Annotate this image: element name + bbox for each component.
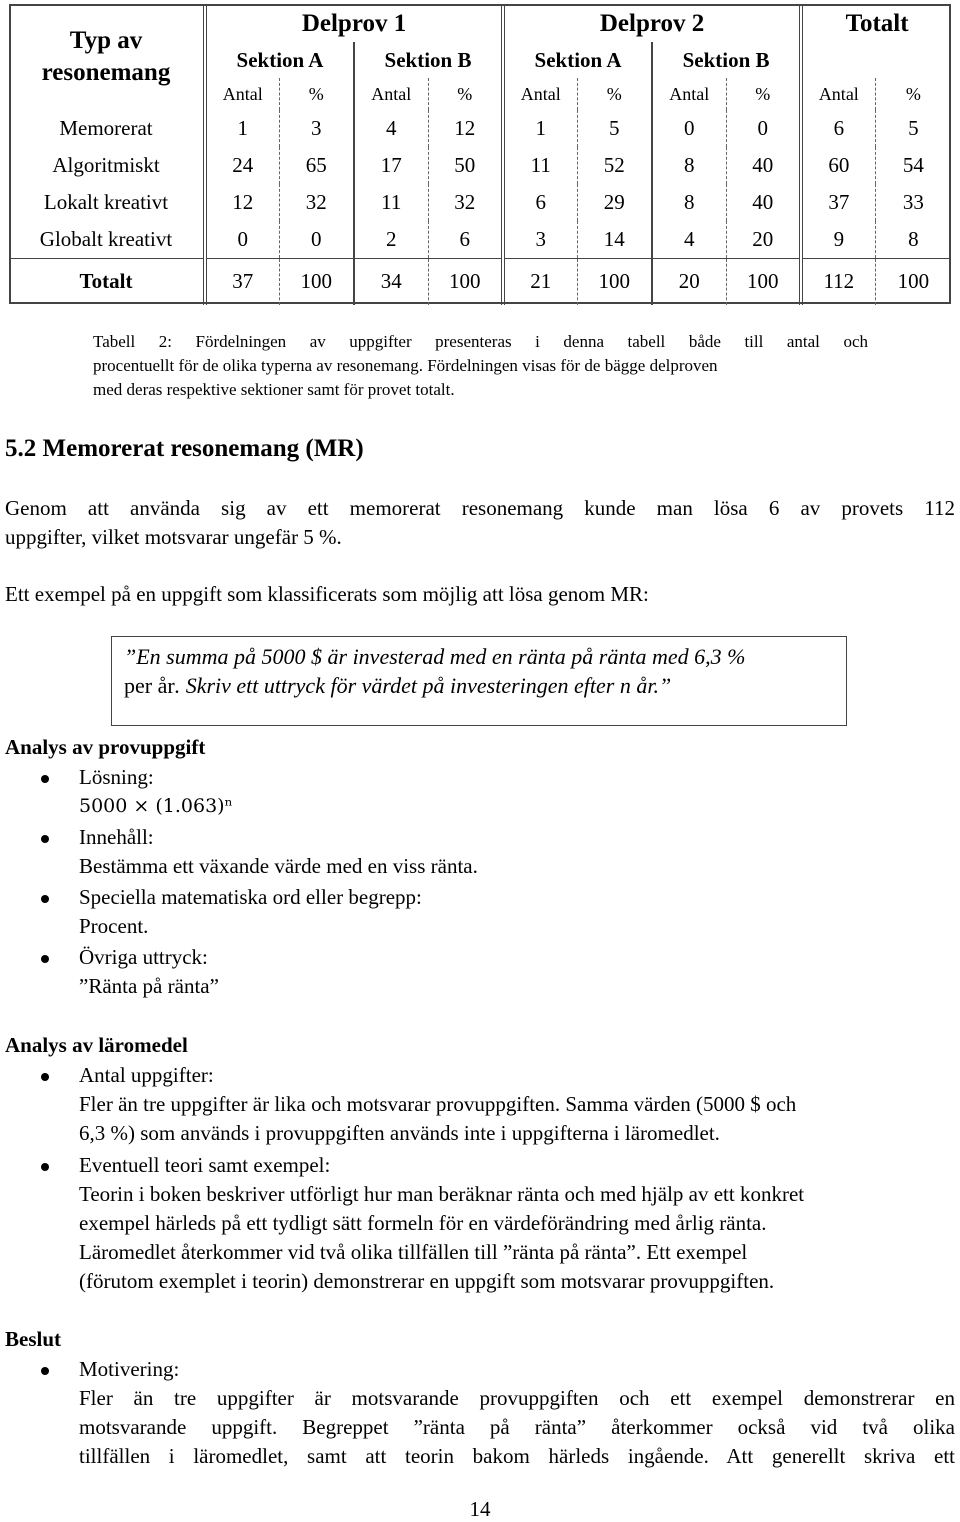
heading-analysis-task: Analys av provuppgift [5,735,206,759]
item-detail: ”Ränta på ränta” [79,974,219,998]
table-cell: 20 [726,221,801,258]
task-quote-box [111,636,847,726]
table-cell: 0 [726,110,801,147]
table-cell: 9 [801,221,875,258]
table-cell: 17 [354,147,428,184]
table-cell: 1 [237,116,248,140]
row-label: Lokalt kreativt [9,184,205,221]
quote-line: . Skriv ett uttryck för värdet på investeringen efter n år.” [174,673,672,698]
unit-label: Antal [503,78,577,110]
table-cell: 2 [354,221,428,258]
table-cell: 100 [279,258,354,305]
item-line: Fler än tre uppgifter är motsvarande provuppgiften och ett exempel demonstrerar en [79,1386,955,1410]
unit-label: Antal [801,78,875,110]
table-cell: 34 [354,258,428,305]
item-label: Eventuell teori samt exempel: [79,1153,331,1177]
bullet-icon [41,1073,49,1081]
group-header-delprov1: Delprov 1 [205,4,503,42]
table-cell: 3 [279,110,354,147]
group-header-delprov2: Delprov 2 [503,4,801,42]
group-header-totalt: Totalt [801,4,951,42]
table-cell: 33 [875,184,951,221]
table-cell: 100 [726,258,801,305]
table-cell: 6 [428,221,503,258]
table-total-row [9,258,951,305]
table-cell: 21 [503,258,577,305]
row-label: Globalt kreativt [9,221,205,258]
item-detail: Bestämma ett växande värde med en viss ränta. [79,854,478,878]
table-cell: 40 [726,147,801,184]
unit-label: Antal [354,78,428,110]
table-cell: 100 [577,258,652,305]
unit-label: % [428,78,503,110]
section-heading: 5.2 Memorerat resonemang (MR) [5,435,364,462]
table-cell: 1 [503,110,577,147]
table-cell: 54 [875,147,951,184]
unit-label: % [875,78,951,110]
table-cell: 32 [428,184,503,221]
bullet-icon [41,1163,49,1171]
unit-label: Antal [652,78,726,110]
row-label: Memorerat [9,110,205,147]
section-header: Sektion A [503,42,652,78]
paragraph-example: Ett exempel på en uppgift som klassificerats som möjlig att lösa genom MR: [5,582,649,606]
item-label: Speciella matematiska ord eller begrepp: [79,885,422,909]
table-cell: 40 [726,184,801,221]
table-row [9,184,951,221]
heading-analysis-book: Analys av läromedel [5,1033,188,1057]
page-number: 14 [469,1497,491,1521]
item-line: (förutom exemplet i teorin) demonstrerar en uppgift som motsvarar provuppgiften. [79,1269,775,1293]
table-cell: 4 [652,221,726,258]
table-cell: 100 [428,258,503,305]
table-cell: 6 [503,184,577,221]
item-detail: Procent. [79,914,149,938]
table-cell: 29 [577,184,652,221]
table-cell: 60 [801,147,875,184]
table-row [9,147,951,184]
table-cell: 3 [503,221,577,258]
table-cell: 20 [652,258,726,305]
table-cell: 24 [232,153,254,177]
caption-line: Tabell 2: Fördelningen av uppgifter presenteras i denna tabell både till antal och [93,332,868,351]
table-cell: 37 [801,184,875,221]
item-line: 6,3 %) som används i provuppgiften används inte i uppgifterna i läromedlet. [79,1121,720,1145]
unit-label: % [279,78,354,110]
unit-label: % [726,78,801,110]
type-header: Typ av resonemang [9,4,205,110]
unit-label: Antal [222,84,263,104]
table-cell: 112 [801,258,875,305]
table-cell: 6 [801,110,875,147]
table-cell: 5 [577,110,652,147]
bullet-icon [41,835,49,843]
table-cell: 12 [428,110,503,147]
table-cell: 8 [652,184,726,221]
item-label: Innehåll: [79,825,154,849]
section-header: Sektion A [236,47,324,72]
item-detail: 5000 × (1.063)ⁿ [79,795,233,817]
item-line: Teorin i boken beskriver utförligt hur man beräknar ränta och med hjälp av ett konkret [79,1182,805,1206]
table-cell: 11 [503,147,577,184]
table-cell: 5 [875,110,951,147]
item-line: Fler än tre uppgifter är lika och motsvarar provuppgiften. Samma värden (5000 $ och [79,1092,797,1116]
total-row-label: Totalt [9,258,205,305]
paragraph-line: uppgifter, vilket motsvarar ungefär 5 %. [5,525,342,549]
table-row [9,221,951,258]
item-line: tillfällen i läromedlet, samt att teorin bakom härleds ingående. Att generellt skriva ett [79,1444,955,1468]
quote-line: ”En summa på 5000 $ är investerad med en ränta på ränta med 6,3 % [124,644,746,669]
section-header-empty [801,42,951,78]
distribution-table [9,4,951,305]
table-cell: 100 [875,258,951,305]
table-cell: 0 [237,226,248,251]
table-row [9,110,951,147]
table-cell: 32 [279,184,354,221]
item-line: exempel härleds på ett tydligt sätt formeln för en värdeförändring med årlig ränta. [79,1211,767,1235]
table-cell: 8 [875,221,951,258]
paragraph-line: Genom att använda sig av ett memorerat resonemang kunde man lösa 6 av provets 112 [5,496,955,520]
table-cell: 37 [205,258,279,305]
unit-label: % [577,78,652,110]
item-line: motsvarande uppgift. Begreppet ”ränta på ränta” återkommer också vid två olika [79,1415,955,1439]
table-cell: 12 [232,190,254,214]
caption-line: procentuellt för de olika typerna av resonemang. Fördelningen visas för de bägge delproven [93,356,718,375]
item-label: Övriga uttryck: [79,945,208,969]
item-line: Läromedlet återkommer vid två olika tillfällen till ”ränta på ränta”. Ett exempel [79,1240,748,1264]
table-cell: 50 [428,147,503,184]
table-cell: 11 [354,184,428,221]
bullet-icon [41,895,49,903]
bullet-icon [41,1367,49,1375]
paragraph-intro [5,494,955,552]
table-cell: 52 [577,147,652,184]
bullet-icon [41,955,49,963]
row-label: Algoritmiskt [9,147,205,184]
table-cell: 0 [279,221,354,258]
item-label: Motivering: [79,1357,180,1381]
table-caption [93,330,868,402]
section-header: Sektion B [652,42,801,78]
bullet-icon [41,775,49,783]
table-cell: 14 [577,221,652,258]
table-cell: 4 [354,110,428,147]
table-cell: 8 [652,147,726,184]
section-header: Sektion B [354,42,503,78]
item-label: Antal uppgifter: [79,1063,214,1087]
heading-conclusion: Beslut [5,1327,62,1351]
caption-line: med deras respektive sektioner samt för provet totalt. [93,380,455,399]
quote-line: per år [124,673,175,698]
table-cell: 0 [652,110,726,147]
item-label: Lösning: [79,765,154,789]
table-cell: 65 [279,147,354,184]
